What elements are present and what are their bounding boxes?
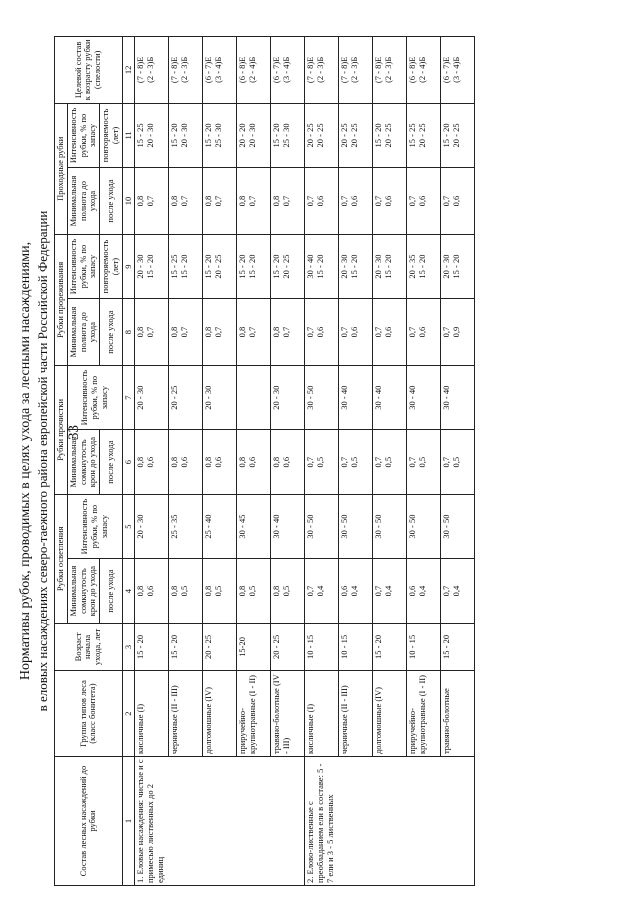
- value-cell: 30 - 40: [373, 365, 407, 429]
- value-cell: 15 - 20 20 - 25: [441, 103, 475, 167]
- value-cell: 0,8 0,6: [169, 430, 203, 494]
- header-after-care: после ухода: [100, 168, 123, 235]
- value-cell: 30 - 50: [373, 494, 407, 558]
- value-cell: 0,8 0,5: [169, 559, 203, 623]
- value-cell: 0,7 0,4: [305, 559, 339, 623]
- forest-type-cell: травяно-болотные (IV - III): [271, 671, 305, 757]
- value-cell: 25 - 40: [203, 494, 237, 558]
- value-cell: (6 - 7)Е (3 - 4)Б: [441, 37, 475, 104]
- value-cell: 0,7 0,4: [373, 559, 407, 623]
- value-cell: 0,8 0,6: [271, 430, 305, 494]
- value-cell: 20 - 20 20 - 30: [237, 103, 271, 167]
- value-cell: 0,7 0,6: [373, 168, 407, 235]
- value-cell: 0,8 0,7: [203, 299, 237, 366]
- header-thinning: Рубки прореживания: [55, 234, 68, 365]
- column-number: 2: [122, 671, 135, 757]
- value-cell: 15 - 20 20 - 30: [169, 103, 203, 167]
- value-cell: 0,8 0,7: [169, 299, 203, 366]
- value-cell: 0,8 0,7: [271, 299, 305, 366]
- value-cell: (7 - 8)Е (2 - 3)Б: [373, 37, 407, 104]
- value-cell: (7 - 8)Е (2 - 3)Б: [305, 37, 339, 104]
- header-target: Целевой состав к возрасту рубки (спелости): [55, 37, 123, 104]
- header-after-care: после ухода: [100, 299, 123, 366]
- value-cell: 30 - 40 15 - 20: [305, 234, 339, 298]
- header-intensity: Интенсивность рубки, % по запасу: [67, 234, 99, 298]
- table-title: Нормативы рубок, проводимых в целях ухода за лесными насаждениями,: [18, 241, 33, 681]
- value-cell: 20 - 30: [271, 365, 305, 429]
- header-min-crown: Минимальная сомкнутость крон до ухода: [67, 559, 99, 623]
- header-min-completeness: Минимальная полнота до ухода: [67, 168, 99, 235]
- value-cell: 0,7 0,5: [407, 430, 441, 494]
- value-cell: 0,7 0,9: [441, 299, 475, 366]
- value-cell: 15 - 20 15 - 20: [237, 234, 271, 298]
- value-cell: 0,8 0,5: [237, 559, 271, 623]
- age-cell: 10 - 15: [407, 623, 441, 670]
- value-cell: 15 - 20 25 - 30: [203, 103, 237, 167]
- header-after-care: после ухода: [100, 559, 123, 623]
- table-subtitle: в еловых насаждениях северо-таежного района европейской части Российской Федерации: [35, 210, 50, 712]
- header-repeat: повторяемость (лет): [100, 103, 123, 167]
- page-number: 33: [66, 425, 82, 440]
- header-intensity: Интенсивность рубки, % по запасу: [67, 365, 122, 429]
- value-cell: 20 - 30: [135, 365, 169, 429]
- table-body: [135, 37, 475, 886]
- forest-type-cell: приручейно-крупнотравные (I - II): [407, 671, 441, 757]
- column-number: 6: [122, 430, 135, 494]
- value-cell: (7 - 8)Е (2 - 3)Б: [339, 37, 373, 104]
- age-cell: 15 - 20: [441, 623, 475, 670]
- forest-type-cell: долгомошные (IV): [373, 671, 407, 757]
- header-cleaning: Рубки прочистки: [55, 365, 68, 494]
- value-cell: 20 - 30: [203, 365, 237, 429]
- value-cell: 0,8 0,7: [237, 168, 271, 235]
- column-number: 10: [122, 168, 135, 235]
- column-number: 3: [122, 623, 135, 670]
- value-cell: 0,7 0,4: [441, 559, 475, 623]
- value-cell: 15 - 20 20 - 25: [271, 234, 305, 298]
- header-composition: Состав лесных насаждений до рубки: [55, 757, 123, 886]
- value-cell: 0,6 0,4: [339, 559, 373, 623]
- value-cell: 0,8 0,6: [237, 430, 271, 494]
- table-row: [135, 37, 169, 886]
- column-number: 8: [122, 299, 135, 366]
- age-cell: 15-20: [237, 623, 271, 670]
- value-cell: (7 - 8)Е (2 - 3)Б: [169, 37, 203, 104]
- age-cell: 10 - 15: [305, 623, 339, 670]
- age-cell: 20 - 25: [271, 623, 305, 670]
- value-cell: 0,7 0,5: [373, 430, 407, 494]
- value-cell: 20 - 25 20 - 25: [305, 103, 339, 167]
- forest-type-cell: кисличные (I): [135, 671, 169, 757]
- group-name-cell: 2. Елово-лиственные с преобладанием ели в составе: 5 - 7 ели и 3 - 5 лиственных: [305, 757, 475, 886]
- header-min-completeness: Минимальная полнота до ухода: [67, 299, 99, 366]
- value-cell: 20 - 30 15 - 20: [441, 234, 475, 298]
- value-cell: 0,6 0,4: [407, 559, 441, 623]
- value-cell: (6 - 7)Е (3 - 4)Б: [271, 37, 305, 104]
- value-cell: 0,8 0,7: [135, 299, 169, 366]
- value-cell: 20 - 30 15 - 20: [135, 234, 169, 298]
- column-number: 11: [122, 103, 135, 167]
- value-cell: 0,8 0,7: [203, 168, 237, 235]
- forest-type-cell: приручейно-крупнотравные (I - II): [237, 671, 271, 757]
- age-cell: 10 - 15: [339, 623, 373, 670]
- forest-type-cell: травяно-болотные: [441, 671, 475, 757]
- value-cell: 30 - 50: [407, 494, 441, 558]
- column-number-row: [122, 37, 135, 886]
- column-number: 9: [122, 234, 135, 298]
- column-number: 4: [122, 559, 135, 623]
- value-cell: 0,7 0,6: [441, 168, 475, 235]
- value-cell: 30 - 40: [441, 365, 475, 429]
- forest-type-cell: кисличные (I): [305, 671, 339, 757]
- value-cell: 15 - 25 20 - 25: [407, 103, 441, 167]
- value-cell: 30 - 40: [271, 494, 305, 558]
- header-after-care: после ухода: [100, 430, 123, 494]
- header-repeat: повторяемость (лет): [100, 234, 123, 298]
- header-forest-group: Группа типов леса (класс бонитета): [55, 671, 123, 757]
- age-cell: 15 - 20: [373, 623, 407, 670]
- value-cell: 0,7 0,5: [305, 430, 339, 494]
- value-cell: 20 - 30 15 - 20: [373, 234, 407, 298]
- value-cell: 15 - 20 25 - 30: [271, 103, 305, 167]
- norms-table: [54, 36, 475, 886]
- column-number: 1: [122, 757, 135, 886]
- value-cell: 0,7 0,6: [305, 168, 339, 235]
- value-cell: 20 - 35 15 - 20: [407, 234, 441, 298]
- value-cell: 0,8 0,6: [135, 559, 169, 623]
- column-number: 5: [122, 494, 135, 558]
- group-name-cell: 1. Еловые насаждения: чистые и с примесью лиственных до 2 единиц: [135, 757, 305, 886]
- value-cell: 0,8 0,7: [271, 168, 305, 235]
- value-cell: 30 - 50: [441, 494, 475, 558]
- value-cell: 30 - 45: [237, 494, 271, 558]
- forest-type-cell: черничные (II - III): [339, 671, 373, 757]
- value-cell: 0,8 0,7: [237, 299, 271, 366]
- value-cell: 15 - 25 15 - 20: [169, 234, 203, 298]
- value-cell: 0,7 0,6: [339, 168, 373, 235]
- header-lightening: Рубки осветления: [55, 494, 68, 623]
- value-cell: 15 - 20 20 - 25: [203, 234, 237, 298]
- header-intensity: Интенсивность рубки, % по запасу: [67, 103, 99, 167]
- column-number: 7: [122, 365, 135, 429]
- forest-type-cell: черничные (II - III): [169, 671, 203, 757]
- value-cell: 0,8 0,7: [169, 168, 203, 235]
- value-cell: 0,8 0,5: [271, 559, 305, 623]
- age-cell: 15 - 20: [169, 623, 203, 670]
- value-cell: 0,7 0,5: [339, 430, 373, 494]
- value-cell: 0,7 0,6: [407, 299, 441, 366]
- header-passing: Проходные рубки: [55, 103, 68, 234]
- forest-type-cell: долгомошные (IV): [203, 671, 237, 757]
- value-cell: 0,7 0,5: [441, 430, 475, 494]
- value-cell: 20 - 30: [135, 494, 169, 558]
- value-cell: (7 - 8)Е (2 - 3)Б: [135, 37, 169, 104]
- value-cell: 30 - 40: [407, 365, 441, 429]
- header-age: Возраст начала ухода, лет: [55, 623, 123, 670]
- value-cell: 30 - 50: [305, 365, 339, 429]
- value-cell: 25 - 35: [169, 494, 203, 558]
- rotated-page-content: [18, 36, 548, 886]
- value-cell: [237, 365, 271, 429]
- value-cell: 30 - 40: [339, 365, 373, 429]
- header-min-crown: Минимальная сомкнутость крон до ухода: [67, 430, 99, 494]
- column-number: 12: [122, 37, 135, 104]
- value-cell: 0,7 0,6: [373, 299, 407, 366]
- value-cell: (6 - 7)Е (3 - 4)Б: [203, 37, 237, 104]
- value-cell: 0,7 0,6: [305, 299, 339, 366]
- value-cell: 0,7 0,6: [407, 168, 441, 235]
- value-cell: 0,8 0,6: [135, 430, 169, 494]
- header-intensity: Интенсивность рубки, % по запасу: [67, 494, 122, 558]
- value-cell: 15 - 20 20 - 25: [373, 103, 407, 167]
- value-cell: 0,7 0,6: [339, 299, 373, 366]
- value-cell: 15 - 25 20 - 30: [135, 103, 169, 167]
- value-cell: 20 - 25: [169, 365, 203, 429]
- value-cell: 30 - 50: [305, 494, 339, 558]
- value-cell: (6 - 8)Е (2 - 4)Б: [237, 37, 271, 104]
- value-cell: 30 - 50: [339, 494, 373, 558]
- value-cell: 0,8 0,6: [203, 430, 237, 494]
- value-cell: 20 - 25 20 - 25: [339, 103, 373, 167]
- table-row: [305, 37, 339, 886]
- age-cell: 20 - 25: [203, 623, 237, 670]
- value-cell: (6 - 8)Е (2 - 4)Б: [407, 37, 441, 104]
- value-cell: 0,8 0,7: [135, 168, 169, 235]
- age-cell: 15 - 20: [135, 623, 169, 670]
- value-cell: 20 - 30 15 - 20: [339, 234, 373, 298]
- value-cell: 0,8 0,5: [203, 559, 237, 623]
